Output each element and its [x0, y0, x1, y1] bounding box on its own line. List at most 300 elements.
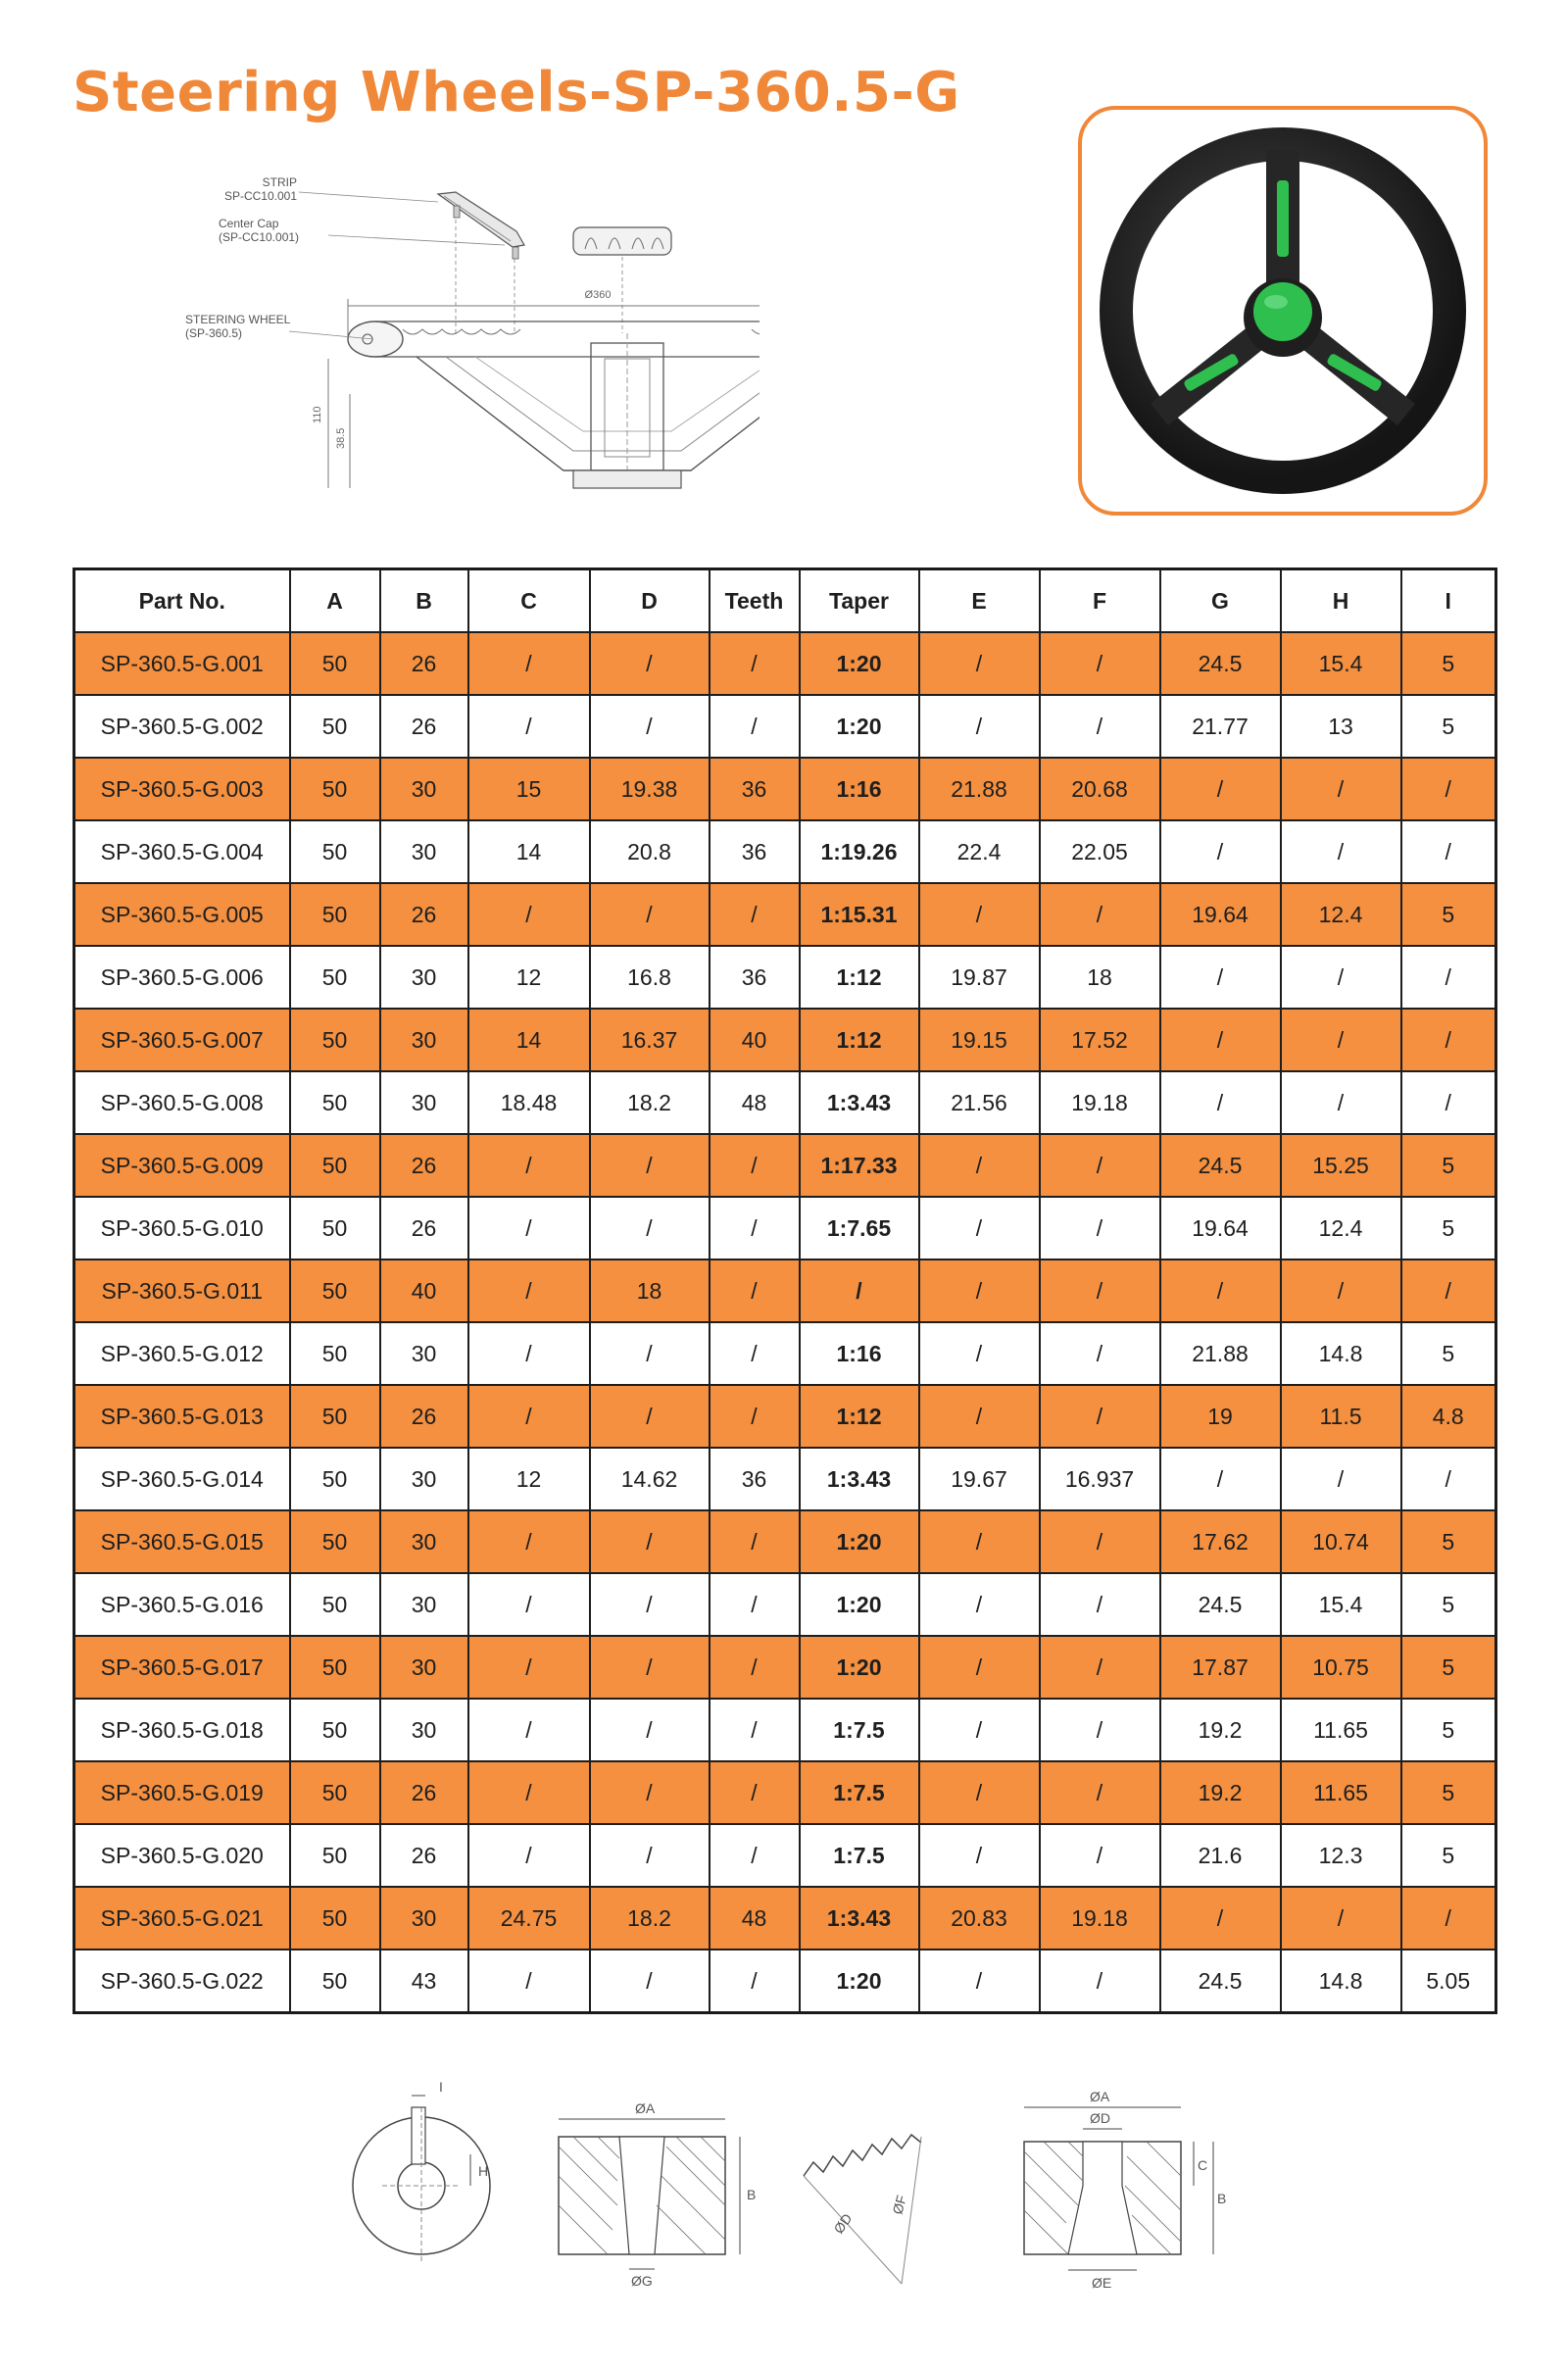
- table-cell: /: [919, 1573, 1040, 1636]
- table-cell: 1:3.43: [800, 1448, 919, 1510]
- table-cell: /: [1281, 1071, 1401, 1134]
- table-cell: 26: [380, 1197, 468, 1259]
- table-cell: 1:20: [800, 1573, 919, 1636]
- table-cell: /: [590, 1134, 710, 1197]
- table-cell: SP-360.5-G.007: [74, 1009, 290, 1071]
- table-cell: /: [1401, 1071, 1496, 1134]
- table-cell: 19.18: [1040, 1887, 1160, 1950]
- table-body: [74, 632, 1496, 2013]
- table-cell: /: [1281, 1448, 1401, 1510]
- table-cell: 13: [1281, 695, 1401, 758]
- table-cell: 50: [290, 946, 380, 1009]
- table-cell: 1:12: [800, 1385, 919, 1448]
- table-cell: 5: [1401, 1322, 1496, 1385]
- table-cell: 50: [290, 1322, 380, 1385]
- table-cell: 15: [468, 758, 590, 820]
- table-cell: 50: [290, 1887, 380, 1950]
- table-cell: /: [710, 1824, 800, 1887]
- table-cell: /: [1401, 1887, 1496, 1950]
- table-cell: /: [468, 1197, 590, 1259]
- table-cell: /: [919, 1761, 1040, 1824]
- table-cell: SP-360.5-G.022: [74, 1950, 290, 2013]
- table-cell: /: [919, 883, 1040, 946]
- table-row: [74, 1636, 1496, 1699]
- table-cell: 14: [468, 1009, 590, 1071]
- table-cell: SP-360.5-G.011: [74, 1259, 290, 1322]
- table-cell: SP-360.5-G.009: [74, 1134, 290, 1197]
- table-cell: /: [1160, 758, 1281, 820]
- table-cell: 36: [710, 1448, 800, 1510]
- table-cell: /: [919, 1385, 1040, 1448]
- table-cell: 50: [290, 1385, 380, 1448]
- spoke-accent-top: [1277, 180, 1289, 257]
- table-cell: /: [590, 632, 710, 695]
- table-cell: 26: [380, 695, 468, 758]
- table-row: [74, 1322, 1496, 1385]
- table-cell: 36: [710, 758, 800, 820]
- table-cell: /: [468, 1761, 590, 1824]
- table-cell: /: [710, 1134, 800, 1197]
- table-cell: 50: [290, 1071, 380, 1134]
- diameter-dimension: [348, 299, 760, 338]
- table-cell: 5: [1401, 1761, 1496, 1824]
- col-header-i: I: [1401, 569, 1496, 633]
- table-cell: 30: [380, 1448, 468, 1510]
- taper-label-g: ØG: [631, 2273, 653, 2289]
- table-cell: /: [590, 1322, 710, 1385]
- table-cell: 12.4: [1281, 883, 1401, 946]
- table-cell: 21.56: [919, 1071, 1040, 1134]
- table-cell: /: [710, 695, 800, 758]
- table-cell: /: [1160, 1887, 1281, 1950]
- table-cell: 21.88: [1160, 1322, 1281, 1385]
- table-cell: /: [1160, 946, 1281, 1009]
- col-header-h: H: [1281, 569, 1401, 633]
- table-cell: /: [1160, 1448, 1281, 1510]
- table-cell: 5: [1401, 1573, 1496, 1636]
- table-cell: /: [710, 883, 800, 946]
- table-cell: 14.62: [590, 1448, 710, 1510]
- table-row: [74, 1009, 1496, 1071]
- table-cell: /: [800, 1259, 919, 1322]
- table-cell: 20.8: [590, 820, 710, 883]
- table-cell: /: [590, 883, 710, 946]
- table-row: [74, 1385, 1496, 1448]
- table-cell: 22.4: [919, 820, 1040, 883]
- table-cell: 5.05: [1401, 1950, 1496, 2013]
- table-cell: 5: [1401, 1510, 1496, 1573]
- table-cell: /: [710, 1573, 800, 1636]
- table-cell: /: [710, 1699, 800, 1761]
- table-cell: 1:7.5: [800, 1761, 919, 1824]
- table-cell: SP-360.5-G.018: [74, 1699, 290, 1761]
- table-cell: SP-360.5-G.005: [74, 883, 290, 946]
- table-cell: /: [468, 1636, 590, 1699]
- table-cell: 50: [290, 1573, 380, 1636]
- table-cell: /: [1401, 1448, 1496, 1510]
- table-cell: 19.67: [919, 1448, 1040, 1510]
- table-cell: /: [1281, 1887, 1401, 1950]
- table-cell: 43: [380, 1950, 468, 2013]
- table-cell: 50: [290, 758, 380, 820]
- table-cell: 10.75: [1281, 1636, 1401, 1699]
- table-cell: /: [919, 1824, 1040, 1887]
- table-cell: /: [468, 1573, 590, 1636]
- spline-bore-diagram: [1024, 2089, 1226, 2291]
- table-cell: 50: [290, 1699, 380, 1761]
- table-cell: 30: [380, 1322, 468, 1385]
- table-cell: 21.6: [1160, 1824, 1281, 1887]
- table-row: [74, 820, 1496, 883]
- center-cap-part-number: (SP-CC10.001): [219, 230, 300, 244]
- table-cell: SP-360.5-G.014: [74, 1448, 290, 1510]
- strip-part-number: SP-CC10.001: [223, 189, 297, 203]
- table-cell: 11.65: [1281, 1761, 1401, 1824]
- table-row: [74, 1448, 1496, 1510]
- table-cell: 30: [380, 1636, 468, 1699]
- table-cell: /: [1040, 1385, 1160, 1448]
- spline-bore-label-b: B: [1217, 2191, 1227, 2206]
- taper-label-a: ØA: [635, 2100, 656, 2116]
- table-cell: 50: [290, 1950, 380, 2013]
- table-cell: 1:16: [800, 758, 919, 820]
- table-cell: /: [590, 1197, 710, 1259]
- table-cell: 1:15.31: [800, 883, 919, 946]
- table-cell: /: [1281, 946, 1401, 1009]
- table-cell: /: [1040, 1510, 1160, 1573]
- table-cell: /: [468, 1259, 590, 1322]
- table-cell: 50: [290, 632, 380, 695]
- product-photo-frame: [1078, 106, 1488, 516]
- table-cell: /: [1040, 1699, 1160, 1761]
- table-cell: SP-360.5-G.001: [74, 632, 290, 695]
- table-cell: SP-360.5-G.021: [74, 1887, 290, 1950]
- table-cell: /: [710, 1636, 800, 1699]
- table-cell: SP-360.5-G.006: [74, 946, 290, 1009]
- table-cell: /: [919, 632, 1040, 695]
- table-cell: 1:7.5: [800, 1824, 919, 1887]
- col-header-a: A: [290, 569, 380, 633]
- table-cell: 14: [468, 820, 590, 883]
- spline-diagram: [804, 2135, 921, 2284]
- table-cell: /: [1040, 632, 1160, 695]
- table-cell: /: [1401, 758, 1496, 820]
- table-row: [74, 1761, 1496, 1824]
- table-cell: 5: [1401, 1824, 1496, 1887]
- table-cell: /: [1040, 695, 1160, 758]
- table-cell: 18: [590, 1259, 710, 1322]
- table-cell: 5: [1401, 632, 1496, 695]
- table-cell: 11.65: [1281, 1699, 1401, 1761]
- table-cell: 19.38: [590, 758, 710, 820]
- table-cell: SP-360.5-G.013: [74, 1385, 290, 1448]
- table-cell: 11.5: [1281, 1385, 1401, 1448]
- table-cell: /: [710, 1510, 800, 1573]
- table-cell: 30: [380, 758, 468, 820]
- table-cell: SP-360.5-G.015: [74, 1510, 290, 1573]
- table-cell: 1:19.26: [800, 820, 919, 883]
- keyway-diagram: [353, 2079, 490, 2264]
- table-cell: 1:20: [800, 632, 919, 695]
- table-cell: /: [590, 1699, 710, 1761]
- table-cell: 50: [290, 1510, 380, 1573]
- table-cell: 18.2: [590, 1071, 710, 1134]
- table-cell: 26: [380, 1824, 468, 1887]
- table-cell: /: [1160, 1009, 1281, 1071]
- table-cell: 1:20: [800, 695, 919, 758]
- table-cell: 19: [1160, 1385, 1281, 1448]
- table-cell: 50: [290, 1824, 380, 1887]
- table-cell: /: [590, 1761, 710, 1824]
- table-cell: 50: [290, 1636, 380, 1699]
- table-cell: 12: [468, 1448, 590, 1510]
- table-cell: 30: [380, 1009, 468, 1071]
- table-cell: 20.83: [919, 1887, 1040, 1950]
- spline-bore-label-e: ØE: [1092, 2275, 1112, 2291]
- table-cell: 50: [290, 1448, 380, 1510]
- table-row: [74, 758, 1496, 820]
- table-cell: /: [919, 1699, 1040, 1761]
- table-cell: 50: [290, 883, 380, 946]
- table-cell: 5: [1401, 883, 1496, 946]
- table-row: [74, 1950, 1496, 2013]
- table-cell: SP-360.5-G.019: [74, 1761, 290, 1824]
- table-cell: /: [919, 1636, 1040, 1699]
- table-cell: /: [590, 1573, 710, 1636]
- table-cell: 30: [380, 946, 468, 1009]
- table-cell: 19.64: [1160, 883, 1281, 946]
- col-header-e: E: [919, 569, 1040, 633]
- table-cell: /: [468, 632, 590, 695]
- table-cell: 12: [468, 946, 590, 1009]
- table-header-row: [74, 569, 1496, 633]
- table-cell: 19.2: [1160, 1761, 1281, 1824]
- table-cell: 5: [1401, 695, 1496, 758]
- table-cell: 26: [380, 1385, 468, 1448]
- spline-bore-label-a: ØA: [1090, 2089, 1110, 2104]
- table-cell: 18.2: [590, 1887, 710, 1950]
- table-cell: 1:16: [800, 1322, 919, 1385]
- col-header-teeth: Teeth: [710, 569, 800, 633]
- table-cell: 40: [380, 1259, 468, 1322]
- page-title: Steering Wheels-SP-360.5-G: [73, 61, 960, 124]
- table-cell: /: [919, 1510, 1040, 1573]
- table-cell: 48: [710, 1071, 800, 1134]
- table-cell: 5: [1401, 1636, 1496, 1699]
- table-cell: 50: [290, 1761, 380, 1824]
- diameter-label: Ø360: [584, 289, 612, 301]
- table-cell: /: [468, 883, 590, 946]
- table-cell: 5: [1401, 1197, 1496, 1259]
- table-cell: 30: [380, 820, 468, 883]
- table-cell: /: [710, 1761, 800, 1824]
- table-cell: 12.4: [1281, 1197, 1401, 1259]
- table-cell: /: [590, 1510, 710, 1573]
- table-cell: 5: [1401, 1699, 1496, 1761]
- table-row: [74, 1259, 1496, 1322]
- table-cell: 4.8: [1401, 1385, 1496, 1448]
- table-cell: /: [1040, 1134, 1160, 1197]
- steering-wheel-part-number: (SP-360.5): [185, 326, 243, 340]
- col-header-d: D: [590, 569, 710, 633]
- table-cell: 26: [380, 1761, 468, 1824]
- table-cell: 24.75: [468, 1887, 590, 1950]
- table-cell: /: [710, 1197, 800, 1259]
- table-cell: /: [468, 1699, 590, 1761]
- table-cell: 50: [290, 695, 380, 758]
- table-cell: 30: [380, 1573, 468, 1636]
- table-cell: /: [1281, 1259, 1401, 1322]
- table-cell: /: [919, 1259, 1040, 1322]
- table-cell: /: [1401, 1009, 1496, 1071]
- table-cell: /: [590, 1950, 710, 2013]
- table-cell: /: [468, 1950, 590, 2013]
- table-cell: /: [1401, 1259, 1496, 1322]
- table-cell: /: [1040, 1636, 1160, 1699]
- table-cell: /: [468, 695, 590, 758]
- table-cell: /: [1040, 1573, 1160, 1636]
- table-cell: /: [1160, 1259, 1281, 1322]
- table-cell: 1:7.65: [800, 1197, 919, 1259]
- height-label-2: 38.5: [335, 427, 347, 449]
- steering-wheel-photo: [1082, 110, 1484, 512]
- table-cell: /: [1040, 883, 1160, 946]
- strip-callout: STRIP: [262, 175, 297, 189]
- table-cell: 22.05: [1040, 820, 1160, 883]
- table-cell: /: [919, 1322, 1040, 1385]
- table-cell: 1:3.43: [800, 1887, 919, 1950]
- spline-bore-label-c: C: [1198, 2157, 1208, 2173]
- table-cell: /: [590, 1636, 710, 1699]
- center-cap-callout: Center Cap: [219, 217, 279, 230]
- table-cell: /: [710, 1385, 800, 1448]
- table-row: [74, 1573, 1496, 1636]
- table-cell: 36: [710, 820, 800, 883]
- spline-bore-label-d: ØD: [1090, 2110, 1110, 2126]
- height-dimensions: [312, 359, 350, 488]
- steering-wheel-part: [348, 321, 760, 488]
- table-cell: 1:7.5: [800, 1699, 919, 1761]
- table-cell: /: [710, 632, 800, 695]
- col-header-part-no: Part No.: [74, 569, 290, 633]
- table-cell: /: [919, 1197, 1040, 1259]
- height-label-1: 110: [312, 406, 323, 423]
- taper-bore-diagram: [559, 2100, 756, 2289]
- col-header-taper: Taper: [800, 569, 919, 633]
- table-cell: /: [590, 695, 710, 758]
- spline-label-f: ØF: [889, 2193, 909, 2216]
- table-cell: SP-360.5-G.003: [74, 758, 290, 820]
- table-cell: SP-360.5-G.002: [74, 695, 290, 758]
- table-cell: 50: [290, 1259, 380, 1322]
- col-header-b: B: [380, 569, 468, 633]
- table-cell: /: [1401, 820, 1496, 883]
- table-row: [74, 1134, 1496, 1197]
- table-cell: 15.4: [1281, 1573, 1401, 1636]
- table-cell: SP-360.5-G.016: [74, 1573, 290, 1636]
- table-cell: 50: [290, 1134, 380, 1197]
- table-cell: /: [590, 1824, 710, 1887]
- table-row: [74, 946, 1496, 1009]
- table-cell: /: [919, 1950, 1040, 2013]
- table-cell: 1:17.33: [800, 1134, 919, 1197]
- table-cell: 19.15: [919, 1009, 1040, 1071]
- keyway-label-i: I: [439, 2079, 443, 2095]
- table-cell: SP-360.5-G.020: [74, 1824, 290, 1887]
- table-row: [74, 1071, 1496, 1134]
- table-cell: /: [468, 1385, 590, 1448]
- table-cell: /: [590, 1385, 710, 1448]
- table-cell: SP-360.5-G.004: [74, 820, 290, 883]
- table-row: [74, 695, 1496, 758]
- table-cell: 15.4: [1281, 632, 1401, 695]
- table-cell: /: [468, 1322, 590, 1385]
- table-cell: /: [1040, 1259, 1160, 1322]
- table-cell: 50: [290, 820, 380, 883]
- table-cell: 21.88: [919, 758, 1040, 820]
- table-cell: /: [919, 1134, 1040, 1197]
- table-cell: 16.937: [1040, 1448, 1160, 1510]
- table-cell: /: [1401, 946, 1496, 1009]
- table-row: [74, 1887, 1496, 1950]
- table-cell: 48: [710, 1887, 800, 1950]
- table-cell: 36: [710, 946, 800, 1009]
- table-cell: 19.64: [1160, 1197, 1281, 1259]
- table-row: [74, 1824, 1496, 1887]
- table-cell: 1:20: [800, 1636, 919, 1699]
- table-cell: /: [468, 1134, 590, 1197]
- table-cell: 17.87: [1160, 1636, 1281, 1699]
- table-cell: 15.25: [1281, 1134, 1401, 1197]
- table-cell: /: [1040, 1761, 1160, 1824]
- dimension-diagrams: [323, 2068, 1264, 2294]
- table-cell: /: [1160, 820, 1281, 883]
- table-cell: SP-360.5-G.017: [74, 1636, 290, 1699]
- table-cell: /: [1040, 1197, 1160, 1259]
- table-cell: SP-360.5-G.012: [74, 1322, 290, 1385]
- col-header-f: F: [1040, 569, 1160, 633]
- table-cell: /: [710, 1322, 800, 1385]
- table-cell: SP-360.5-G.008: [74, 1071, 290, 1134]
- table-cell: 26: [380, 632, 468, 695]
- table-cell: 1:20: [800, 1510, 919, 1573]
- spline-label-d: ØD: [830, 2210, 856, 2237]
- table-cell: 1:12: [800, 946, 919, 1009]
- table-cell: 17.52: [1040, 1009, 1160, 1071]
- table-cell: /: [710, 1950, 800, 2013]
- table-cell: 14.8: [1281, 1950, 1401, 2013]
- table-cell: 30: [380, 1699, 468, 1761]
- table-cell: 40: [710, 1009, 800, 1071]
- exploded-assembly-drawing: [181, 167, 760, 500]
- col-header-g: G: [1160, 569, 1281, 633]
- table-cell: 16.37: [590, 1009, 710, 1071]
- table-cell: 18.48: [468, 1071, 590, 1134]
- center-cap-part: [573, 227, 671, 255]
- table-cell: 24.5: [1160, 1950, 1281, 2013]
- table-row: [74, 883, 1496, 946]
- taper-label-b: B: [747, 2187, 757, 2202]
- table-row: [74, 632, 1496, 695]
- table-cell: /: [1281, 1009, 1401, 1071]
- keyway-label-h: H: [478, 2163, 489, 2179]
- table-cell: 19.18: [1040, 1071, 1160, 1134]
- table-cell: 30: [380, 1887, 468, 1950]
- table-cell: /: [1040, 1824, 1160, 1887]
- table-cell: 24.5: [1160, 1134, 1281, 1197]
- table-cell: 19.87: [919, 946, 1040, 1009]
- table-cell: SP-360.5-G.010: [74, 1197, 290, 1259]
